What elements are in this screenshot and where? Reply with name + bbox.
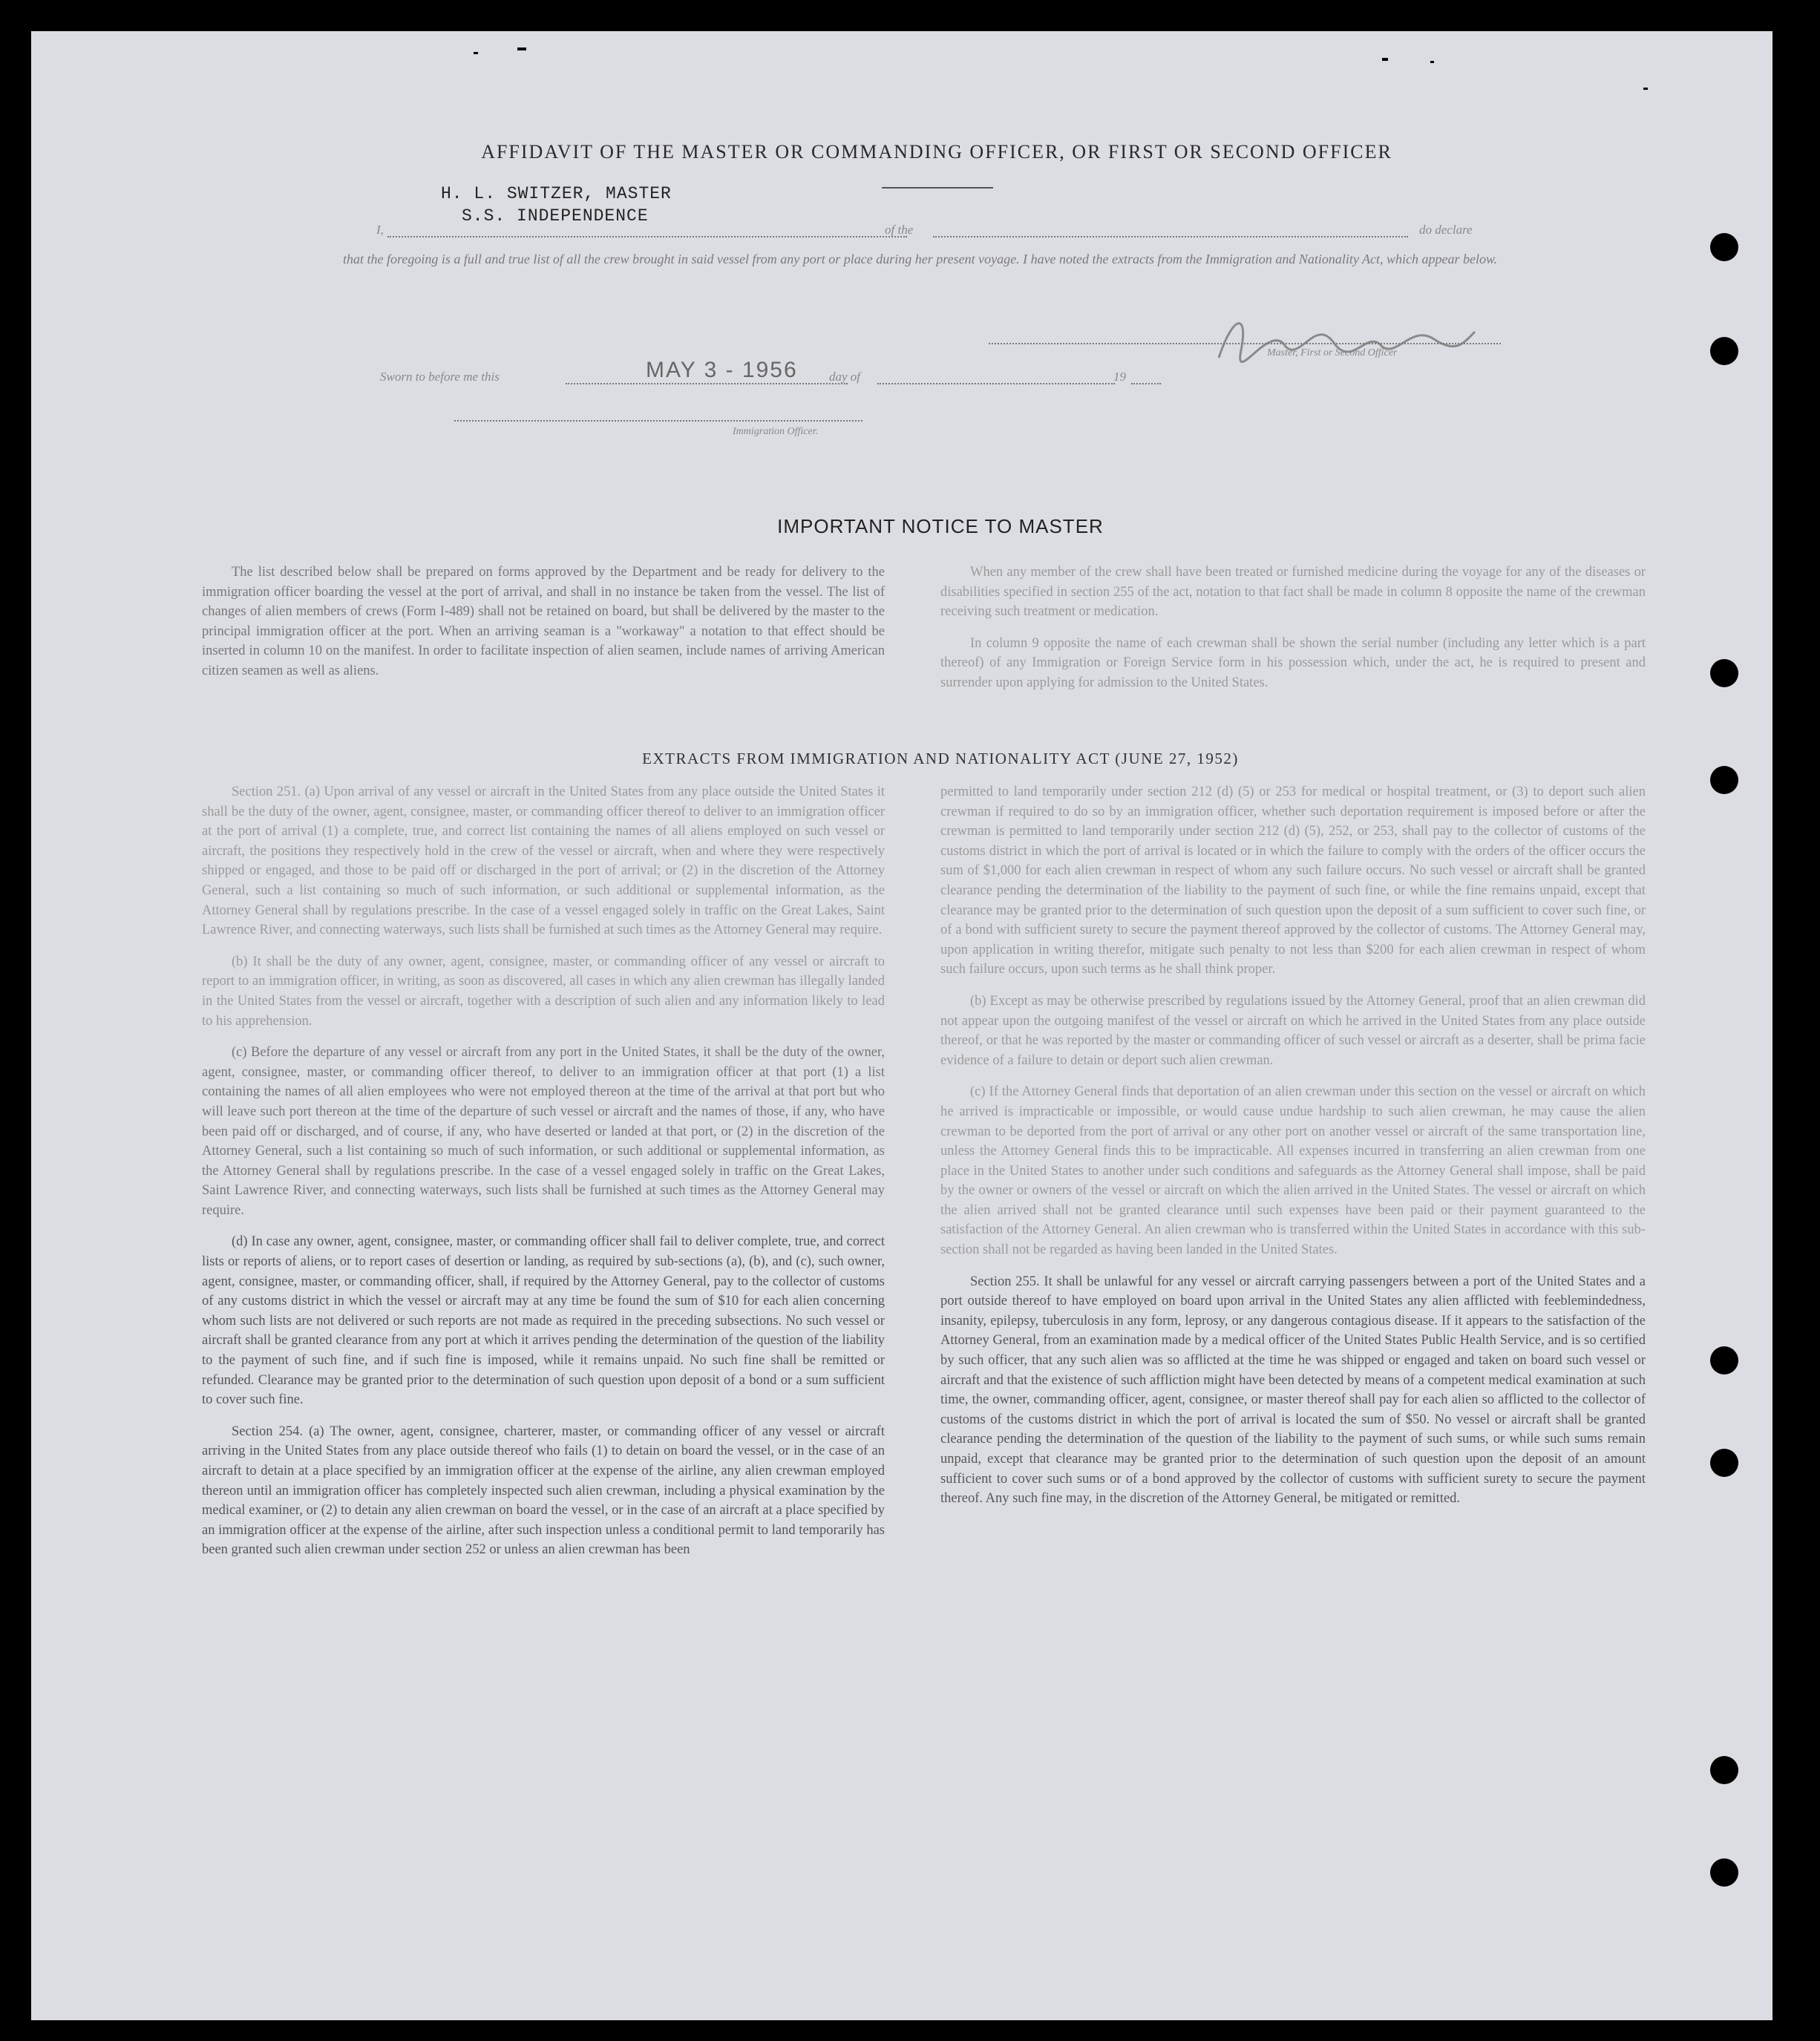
signature-caption: Master, First or Second Officer bbox=[1267, 347, 1398, 358]
typed-vessel-name: S.S. INDEPENDENCE bbox=[462, 206, 649, 226]
affidavit-title: AFFIDAVIT OF THE MASTER OR COMMANDING OFFICER, OR FIRST OR SECOND OFFICER bbox=[481, 141, 1392, 163]
notice-paragraph: The list described below shall be prepared on forms approved by the Department and be ready for delivery to the immigration officer boarding the vessel at the port of arrival, and shall in no instance be taken from the vessel. The list of changes of alien members of crews (Form I-489) shall not be retained on board, but shall be delivered by the master to the principal immigration officer at the port. When an arriving seaman is a "workaway" a notation to that effect should be inserted in column 10 on the manifest. In order to facilitate inspection of alien seamen, include names of arriving American citizen seamen as well as aliens. bbox=[202, 565, 885, 678]
sworn-year-line bbox=[1131, 383, 1161, 384]
label-i: I, bbox=[376, 223, 384, 237]
extracts-title: EXTRACTS FROM IMMIGRATION AND NATIONALITY ACT (JUNE 27, 1952) bbox=[642, 750, 1239, 767]
extracts-left-column bbox=[202, 782, 885, 1572]
section-251a: Section 251. (a) Upon arrival of any vessel or aircraft in the United States from any place outside the United States it shall be the duty of the owner, agent, consignee, master, or commanding officer thereof to deliver to an immigration officer at the port of arrival (1) a complete, true, and correct list containing the names of all aliens employed on such vessel or aircraft, the positions they respectively hold in the crew of the vessel or aircraft, when and where they were respectively shipped or engaged, and those to be paid off or discharged in the port of arrival; or (2) in the discretion of the Attorney General, such a list containing so much of such information, or such additional or supplemental information, as the Attorney General shall by regulations prescribe. In the case of a vessel engaged solely in traffic on the Great Lakes, Saint Lawrence River, and connecting waterways, such lists shall be furnished at such times as the Attorney General may require. bbox=[202, 784, 885, 938]
dust-speck bbox=[1382, 58, 1388, 61]
punch-hole bbox=[1710, 233, 1738, 261]
dust-speck bbox=[474, 52, 478, 54]
notice-paragraph: In column 9 opposite the name of each crewman shall be shown the serial number (including any letter which is a part thereof) of any Immigration or Foreign Service form in his possession which, under the act, he is required to present and surrender upon applying for admission to the United States. bbox=[940, 635, 1646, 690]
label-year: 19 bbox=[1113, 370, 1126, 384]
section-251c: (c) Before the departure of any vessel or aircraft from any port in the United States, it shall be the duty of the owner, agent, consignee, master, or commanding officer thereof, to deliver to an immigration officer at that port (1) a list containing the names of all alien employees who were not employed thereon at the time of the arrival at that port but who will leave such port thereon at the time of the departure of such vessel or aircraft and the names of those, if any, who have been paid off or discharged, and of course, if any, who have deserted or landed at that port, or (2) in the discretion of the Attorney General, such a list containing so much of such information, or such additional or supplemental information, as the Attorney General shall by regulations prescribe. In the case of a vessel engaged solely in traffic on the Great Lakes, Saint Lawrence River, and connecting waterways, such lists shall be furnished at such times as the Attorney General may require. bbox=[202, 1045, 885, 1218]
section-254c: (c) If the Attorney General finds that deportation of an alien crewman under this section on the vessel or aircraft on which he arrived is impracticable or impossible, or would cause undue hardship to such alien crewman, he may cause the alien crewman to be deported from the port of arrival or any other port on another vessel or aircraft of the same transportation line, unless the Attorney General finds this to be impracticable. All expenses incurred in transferring an alien crewman from one place in the United States to another under such conditions and safeguards as the Attorney General shall impose, shall be paid by the owner or owners of the vessel or aircraft on which the alien arrived in the United States. The vessel or aircraft on which the alien arrived shall not be granted clearance until such expenses have been paid or their payment guaranteed to the satisfaction of the Attorney General. An alien crewman who is transferred within the United States in accordance with this sub-section shall not be regarded as having been landed in the United States. bbox=[940, 1084, 1646, 1258]
punch-hole bbox=[1710, 1449, 1738, 1477]
officer-line bbox=[454, 420, 862, 422]
dust-speck bbox=[517, 47, 526, 50]
notice-paragraph: When any member of the crew shall have been treated or furnished medicine during the voyage for any of the diseases or disabilities specified in section 255 of the act, notation to that fact shall be made in column 8 opposite the name of the crewman receiving such treatment or medication. bbox=[940, 565, 1646, 620]
sworn-day-line bbox=[566, 383, 848, 384]
section-254a: Section 254. (a) The owner, agent, consignee, charterer, master, or commanding officer of any vessel or aircraft arriving in the United States from any place outside thereof who fails (1) to detain on board the vessel, or in the case of an aircraft to detain at a place specified by an immigration officer at the expense of the airline, any alien crewman employed thereon until an immigration officer has completely inspected such alien crewman, including a physical examination by the medical examiner, or (2) to detain any alien crewman on board the vessel, or in the case of an aircraft at a place specified by an immigration officer at the expense of the airline, after such inspection unless a conditional permit to land temporarily has been granted such alien crewman under section 252 or unless an alien crewman has been bbox=[202, 1424, 885, 1558]
sworn-month-line bbox=[877, 383, 1115, 384]
typed-master-name: H. L. SWITZER, MASTER bbox=[441, 184, 672, 203]
label-do-declare: do declare bbox=[1419, 223, 1473, 237]
section-251b: (b) It shall be the duty of any owner, agent, consignee, master, or commanding officer of any vessel or aircraft to report to an immigration officer, in writing, as soon as discovered, all cases in which any alien crewman has illegally landed in the United States from the vessel or aircraft, together with a description of such alien and any information likely to lead to his apprehension. bbox=[202, 954, 885, 1029]
dust-speck bbox=[1643, 88, 1648, 90]
affidavit-declaration: that the foregoing is a full and true list of all the crew brought in said vessel from any port or place during her present voyage. I have noted the extracts from the Immigration and Nationality Act, which appear below. bbox=[343, 252, 1498, 266]
section-255: Section 255. It shall be unlawful for any vessel or aircraft carrying passengers between a port of the United States and a port outside thereof to have employed on board upon arrival in the United States any alien afflicted with feeblemindedness, insanity, epilepsy, tuberculosis in any form, leprosy, or any dangerous contagious disease. If it appears to the satisfaction of the Attorney General, from an examination made by a medical officer of the United States Public Health Service, and is so certified by such officer, that any such alien was so afflicted at the time he was shipped or engaged and taken on board such vessel or aircraft and that the existence of such affliction might have been detected by means of a competent medical examination at such time, the owner, commanding officer, agent, consignee, or master thereof shall pay for each alien so afflicted to the collector of customs of the customs district in which the port of arrival is located the sum of $50. No vessel or aircraft shall be granted clearance pending the determination of the question of the liability to the payment of such sums, or while such sums remain unpaid, except that clearance may be granted prior to the determination of such question upon the deposit of an amount sufficient to cover such sums or of a bond approved by the collector of customs with sufficient surety to secure the payment thereof. Any such fine may, in the discretion of the Attorney General, be mitigated or remitted. bbox=[940, 1274, 1646, 1507]
label-day-of: day of bbox=[829, 370, 861, 384]
label-of-the: of the bbox=[885, 223, 914, 237]
officer-caption: Immigration Officer. bbox=[733, 426, 819, 437]
section-251d: (d) In case any owner, agent, consignee, master, or commanding officer shall fail to deliver complete, true, and correct lists or reports of aliens, or to report cases of desertion or landing, as required by sub-sections (a), (b), and (c), such owner, agent, consignee, master, or commanding officer, shall, if required by the Attorney General, pay to the collector of customs of any customs district in which the vessel or aircraft may at any time be found the sum of $10 for each alien concerning whom such lists are not delivered or such reports are not made as required in the preceding subsections. No such vessel or aircraft shall be granted clearance from any port at which it arrives pending the determination of the question of the liability to the payment of such fine, and if such fine is imposed, while it remains unpaid. No such fine shall be remitted or refunded. Clearance may be granted prior to the determination of such question upon deposit of a bond or a sum sufficient to cover such fine. bbox=[202, 1234, 885, 1408]
section-254b: (b) Except as may be otherwise prescribed by regulations issued by the Attorney General, proof that an alien crewman did not appear upon the outgoing manifest of the vessel or aircraft on which he arrived in the United States from any place outside thereof, or that he was reported by the master or commanding officer of such vessel or aircraft as a deserter, shall be prima facie evidence of a failure to detain or deport such alien crewman. bbox=[940, 993, 1646, 1068]
date-stamp: MAY 3 - 1956 bbox=[646, 358, 798, 382]
punch-hole bbox=[1710, 337, 1738, 365]
signature-line bbox=[989, 343, 1501, 344]
punch-hole bbox=[1710, 1756, 1738, 1784]
punch-hole bbox=[1710, 1858, 1738, 1887]
extracts-right-column bbox=[940, 782, 1646, 1521]
section-254a-continued: permitted to land temporarily under section 212 (d) (5) or 253 for medical or hospital treatment, or (3) to deport such alien crewman if required to do so by an immigration officer, whether such deportation requirement is imposed before or after the crewman is permitted to land temporarily under section 212 (d) (5), 252, or 253, shall pay to the collector of customs of the customs district in which the port of arrival is located or in which the failure to comply with the orders of the officer occurs the sum of $1,000 for each alien crewman in respect of whom any such failure occurs. No such vessel or aircraft shall be granted clearance pending the determination of the liability to the payment of such fine, or while the fine remains unpaid, except that clearance may be granted prior to the determination of such question upon the deposit of a sum sufficient to cover such fine, or of a bond with sufficient surety to secure the payment thereof approved by the collector of customs. The Attorney General may, upon application in writing therefor, mitigate such penalty to not less than $200 for each alien crewman in respect of whom such failure occurs, upon such terms as he shall think proper. bbox=[940, 784, 1646, 977]
notice-right-column bbox=[940, 563, 1646, 705]
title-underline bbox=[882, 187, 993, 189]
sworn-label: Sworn to before me this bbox=[380, 370, 500, 384]
document-page bbox=[31, 31, 1772, 2020]
punch-hole bbox=[1710, 766, 1738, 794]
notice-title: IMPORTANT NOTICE TO MASTER bbox=[777, 515, 1104, 537]
punch-hole bbox=[1710, 1346, 1738, 1375]
dust-speck bbox=[1430, 61, 1434, 63]
notice-left-column bbox=[202, 563, 885, 693]
name-line bbox=[387, 236, 907, 237]
punch-hole bbox=[1710, 659, 1738, 687]
vessel-line bbox=[933, 236, 1408, 237]
